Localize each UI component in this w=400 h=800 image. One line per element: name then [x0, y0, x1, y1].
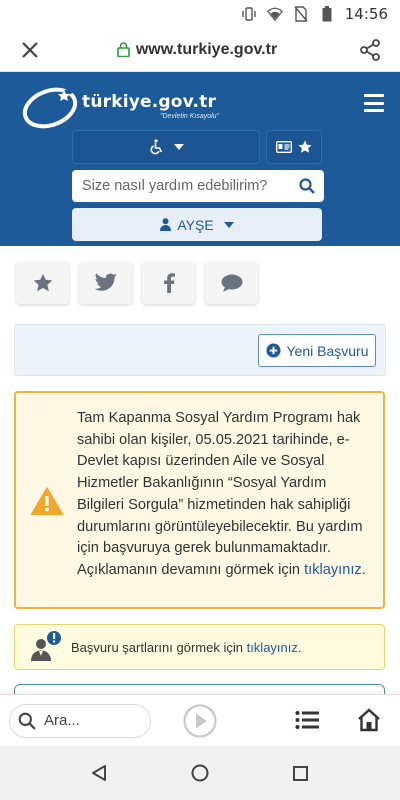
facebook-icon: [163, 273, 175, 293]
play-icon[interactable]: [183, 704, 217, 738]
hamburger-menu-button[interactable]: [364, 94, 384, 112]
home-icon[interactable]: [357, 708, 381, 732]
facebook-share-button[interactable]: [142, 262, 195, 304]
bottom-search-field[interactable]: [9, 704, 151, 738]
hamburger-line: [364, 94, 384, 97]
android-navigation-bar: [0, 746, 400, 800]
warning-suffix: .: [361, 561, 366, 578]
logo-tagline: "Devletin Kısayolu": [160, 113, 220, 120]
back-icon[interactable]: [90, 764, 108, 782]
caret-down-icon: [224, 222, 234, 228]
battery-icon: [319, 6, 335, 22]
search-icon: [299, 178, 315, 194]
caret-down-icon: [174, 144, 184, 150]
application-requirements-notice: [14, 624, 385, 670]
url-text: www.turkiye.gov.tr: [135, 40, 278, 58]
twitter-icon: [94, 273, 118, 293]
user-menu-button[interactable]: [72, 208, 322, 241]
status-bar: [0, 0, 400, 28]
new-application-button[interactable]: [258, 334, 376, 367]
logo-swoosh-icon: [20, 80, 90, 132]
info-suffix: .: [297, 639, 302, 655]
logo-text: türkiye.gov.tr: [82, 92, 217, 112]
star-icon: [33, 273, 53, 293]
list-icon[interactable]: [295, 709, 319, 731]
warning-announcement: [14, 391, 385, 609]
hamburger-line: [364, 109, 384, 112]
browser-toolbar: [0, 28, 400, 72]
search-button[interactable]: [290, 170, 324, 202]
status-time: 14:56: [344, 5, 388, 23]
search-input[interactable]: [72, 170, 290, 202]
bottom-app-bar: [0, 694, 400, 746]
plus-circle-icon: [266, 343, 281, 358]
vibrate-icon: [241, 6, 257, 22]
new-application-label: Yeni Başvuru: [286, 342, 369, 359]
requirements-link[interactable]: tıklayınız: [246, 639, 298, 655]
user-info-icon: [27, 627, 67, 667]
star-icon: [298, 140, 312, 154]
home-circle-icon[interactable]: [191, 764, 209, 782]
warning-body: Tam Kapanma Sosyal Yardım Programı hak sahibi olan kişiler, 05.05.2021 tarihinde, e-Devlet kapısı üzerinden Aile ve Sosyal Hizmetler Bakanlığının “Sosyal Yardım Bilgileri Sorgula” hizmetinden hak sahipliği durumlarını görüntüleyebilecektir. Bu yardım için başvuruya gerek bulunmamaktadır. Açıklamanın devamını görmek için: [77, 410, 363, 578]
wifi-icon: [267, 6, 283, 22]
accessibility-dropdown[interactable]: [72, 130, 260, 164]
close-tab-button[interactable]: [0, 28, 60, 72]
speech-bubble-icon: [221, 273, 243, 293]
warning-text: [77, 408, 377, 582]
recent-apps-icon[interactable]: [293, 766, 308, 781]
site-search-box: [72, 170, 324, 202]
close-icon: [21, 41, 39, 59]
bottom-search-label: Ara...: [44, 712, 80, 729]
lock-icon: [117, 42, 130, 57]
info-body: Başvuru şartlarını görmek için: [71, 639, 247, 655]
new-application-bar: [14, 324, 386, 376]
warning-details-link[interactable]: tıklayınız: [304, 561, 362, 578]
site-header: [0, 72, 400, 246]
search-icon: [18, 712, 36, 730]
info-text: [71, 640, 302, 655]
user-name: AYŞE: [177, 216, 214, 233]
id-card-icon: [276, 141, 292, 153]
comment-button[interactable]: [205, 262, 258, 304]
site-logo[interactable]: [20, 80, 230, 132]
share-icon: [359, 39, 381, 61]
hamburger-line: [364, 102, 384, 105]
address-bar[interactable]: [60, 41, 340, 59]
id-card-favorites-button[interactable]: [266, 130, 322, 164]
twitter-share-button[interactable]: [79, 262, 132, 304]
no-sim-icon: [293, 6, 309, 22]
wheelchair-icon: [148, 139, 164, 155]
share-button[interactable]: [340, 28, 400, 72]
favorite-button[interactable]: [16, 262, 69, 304]
share-toolbar: [16, 262, 258, 304]
user-icon: [160, 218, 171, 231]
warning-triangle-icon: [31, 487, 63, 515]
